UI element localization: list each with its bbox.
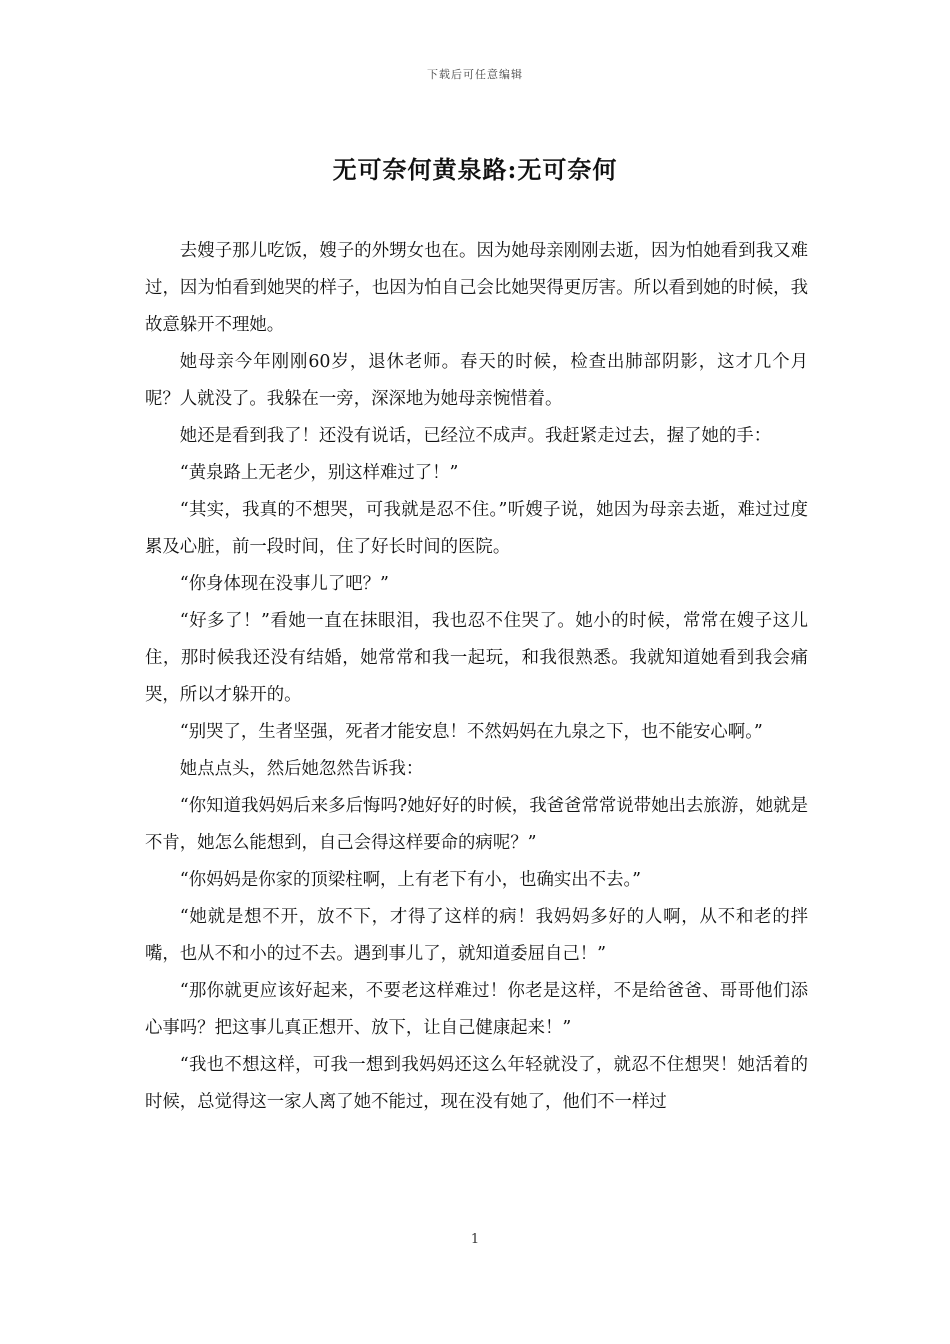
paragraph: 去嫂子那儿吃饭，嫂子的外甥女也在。因为她母亲刚刚去逝，因为怕她看到我又难过，因为怕看到她哭的样子，也因为怕自己会比她哭得更厉害。所以看到她的时候，我故意躲开不理她。 (145, 241, 808, 335)
paragraph: 她还是看到我了！还没有说话，已经泣不成声。我赶紧走过去，握了她的手： (179, 426, 772, 446)
paragraph: “其实，我真的不想哭，可我就是忍不住。”听嫂子说，她因为母亲去逝，难过过度累及心脏，前一段时间，住了好长时间的医院。 (145, 500, 808, 557)
paragraph: “那你就更应该好起来，不要老这样难过！你老是这样，不是给爸爸、哥哥他们添心事吗？把这事儿真正想开、放下，让自己健康起来！” (145, 981, 808, 1038)
paragraph: 她母亲今年刚刚60岁，退休老师。春天的时候，检查出肺部阴影，这才几个月呢？人就没了。我躲在一旁，深深地为她母亲惋惜着。 (145, 352, 808, 409)
paragraph: “你妈妈是你家的顶梁柱啊，上有老下有小，也确实出不去。” (179, 870, 642, 890)
paragraph: “你身体现在没事儿了吧？” (179, 574, 389, 594)
paragraph: “好多了！”看她一直在抹眼泪，我也忍不住哭了。她小的时候，常常在嫂子这儿住，那时候我还没有结婚，她常常和我一起玩，和我很熟悉。我就知道她看到我会痛哭，所以才躲开的。 (145, 611, 808, 705)
paragraph: “你知道我妈妈后来多后悔吗?她好好的时候，我爸爸常常说带她出去旅游，她就是不肯，她怎么能想到，自己会得这样要命的病呢？” (145, 796, 808, 853)
document-body (145, 233, 808, 1121)
paragraph: 她点点头，然后她忽然告诉我： (179, 759, 424, 779)
paragraph: “她就是想不开，放不下，才得了这样的病！我妈妈多好的人啊，从不和老的拌嘴，也从不和小的过不去。遇到事儿了，就知道委屈自己！” (145, 907, 808, 964)
paragraph: “我也不想这样，可我一想到我妈妈还这么年轻就没了，就忍不住想哭！她活着的时候，总觉得这一家人离了她不能过，现在没有她了，他们不一样过 (145, 1055, 808, 1112)
paragraph: “黄泉路上无老少，别这样难过了！” (179, 463, 459, 483)
page-number: 1 (470, 1232, 480, 1247)
page-header: 下载后可任意编辑 (427, 68, 523, 81)
document-title: 无可奈何黄泉路:无可奈何 (332, 155, 618, 184)
paragraph: “别哭了，生者坚强，死者才能安息！不然妈妈在九泉之下，也不能安心啊。” (179, 722, 763, 742)
